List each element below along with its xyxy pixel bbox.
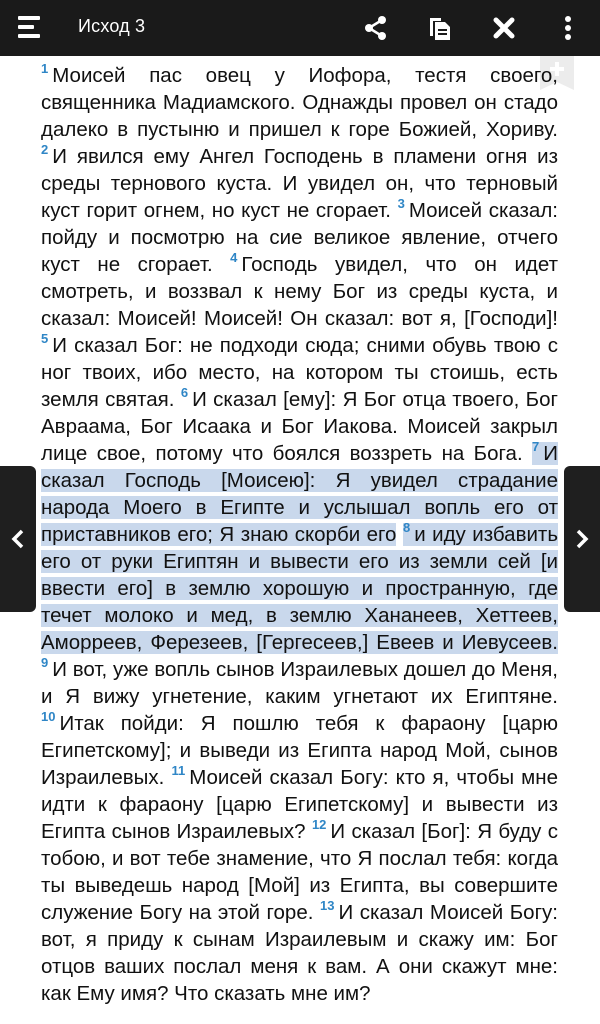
verse-number: 6 — [180, 385, 189, 400]
close-icon[interactable] — [490, 14, 518, 42]
more-vert-icon[interactable] — [554, 14, 582, 42]
chapter-text — [41, 62, 558, 1007]
verse-number: 12 — [311, 817, 327, 832]
verse-paragraph — [41, 62, 558, 1007]
verse-text: И сказал Господь [Моисею]: Я увидел страдание народа Моего в Египте и услышал вопль его от приставников его; Я знаю скорби его — [41, 442, 559, 546]
verse-9[interactable] — [41, 655, 558, 708]
verse-number: 10 — [41, 709, 56, 724]
verse-text: И сказал Моисей Богу: вот, я приду к сынам Израилевым и скажу им: Бог отцов ваших послал меня к вам. А они скажут мне: как Ему имя? Что сказать мне им? — [41, 901, 558, 1005]
chevron-right-icon — [572, 527, 592, 551]
top-toolbar — [0, 0, 600, 56]
chapter-title[interactable]: Исход 3 — [78, 16, 146, 36]
verse-number: 5 — [41, 331, 49, 346]
verse-number: 3 — [397, 196, 405, 211]
verse-text: Господь увидел, что он идет смотреть, и воззвал к нему Бог из среды куста, и сказал: Моисей! Моисей! Он сказал: вот я, [Господи]! — [41, 253, 558, 330]
copy-icon[interactable] — [426, 14, 454, 42]
next-chapter-button[interactable] — [564, 466, 600, 612]
verse-text: И вот, уже вопль сынов Израилевых дошел до Меня, и Я вижу угнетение, каким угнетают их Египтяне. — [41, 658, 558, 708]
verse-text: и иду избавить его от руки Египтян и вывести его из земли сей [и ввести его] в землю хорошую и пространную, где течет молоко и мед, в землю Хананеев, Хеттеев, Аморреев, Ферезеев, [Гергесеев,] Евеев и Иевусеев. — [41, 523, 558, 654]
verse-number: 11 — [171, 763, 186, 778]
verse-number: 13 — [320, 898, 335, 913]
verse-number: 8 — [402, 520, 411, 535]
share-icon[interactable] — [362, 14, 390, 42]
prev-chapter-button[interactable] — [0, 466, 36, 612]
verse-text: Итак пойди: Я пошлю тебя к фараону [царю Египетскому]; и выведи из Египта народ Мой, сынов Израилевых. — [41, 712, 558, 789]
verse-1[interactable] — [41, 61, 558, 141]
verse-number: 1 — [41, 61, 49, 76]
menu-icon[interactable] — [18, 14, 46, 42]
verse-text: Моисей сказал: пойду и посмотрю на сие великое явление, отчего куст не сгорает. — [41, 199, 558, 276]
verse-text: И сказал Бог: не подходи сюда; сними обувь твою с ног твоих, ибо место, на котором ты стоишь, есть земля святая. — [41, 334, 558, 411]
verse-text: И сказал [ему]: Я Бог отца твоего, Бог Авраама, Бог Исаака и Бог Иакова. Моисей закрыл лице свое, потому что боялся воззреть на Бога. — [41, 388, 558, 465]
verse-number: 7 — [532, 439, 540, 454]
chevron-left-icon — [8, 527, 28, 551]
verse-number: 4 — [230, 250, 238, 265]
verse-number: 2 — [41, 142, 49, 157]
verse-text: Моисей сказал Богу: кто я, чтобы мне идти к фараону [царю Египетскому] и вывести из Египта сынов Израилевых? — [41, 766, 558, 843]
verse-text: И явился ему Ангел Господень в пламени огня из среды тернового куста. И увидел он, что терновый куст горит огнем, но куст не сгорает. — [41, 145, 558, 222]
verse-number: 9 — [41, 655, 49, 670]
verse-text: И сказал [Бог]: Я буду с тобою, и вот тебе знамение, что Я послал тебя: когда ты выведешь народ [Мой] из Египта, вы совершите служение Богу на этой горе. — [41, 820, 559, 924]
verse-text: Моисей пас овец у Иофора, тестя своего, священника Мадиамского. Однажды провел он стадо далеко в пустыню и пришел к горе Божией, Хориву. — [41, 64, 558, 141]
